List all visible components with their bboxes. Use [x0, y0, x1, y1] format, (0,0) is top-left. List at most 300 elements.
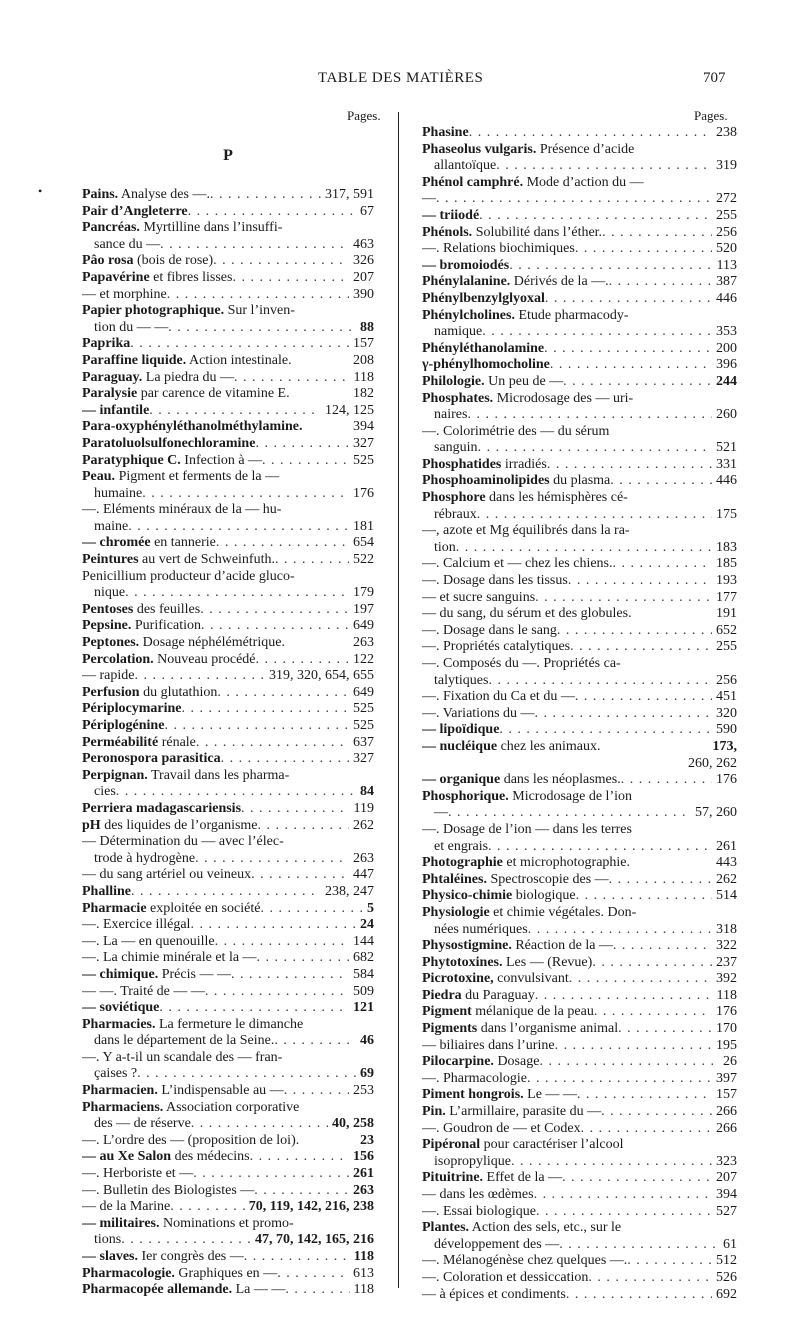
- entry-text: [422, 125, 469, 142]
- entry-description: au vert de Schweinfuth.: [138, 552, 275, 568]
- entry-description: dans le département de la Seine.: [94, 1033, 275, 1049]
- entry-text: [82, 1249, 244, 1266]
- leader-dots: [116, 784, 356, 801]
- entry-description: —. Coloration et dessiccation: [422, 1269, 589, 1285]
- leader-dots: [592, 955, 712, 972]
- entry-text: [422, 971, 569, 988]
- leader-dots: [160, 237, 349, 254]
- entry-description: Le — —: [523, 1087, 577, 1103]
- index-entry: [82, 1166, 374, 1183]
- entry-text: [82, 867, 251, 884]
- entry-description: çaises ?: [94, 1066, 138, 1082]
- leader-dots: [215, 934, 349, 951]
- index-entry: [422, 440, 737, 457]
- entry-term: Peintures: [82, 552, 139, 568]
- entry-term: — organique: [422, 772, 501, 788]
- index-entry: [422, 1154, 737, 1171]
- page-reference: 23: [360, 1132, 374, 1148]
- leader-dots: [170, 1199, 245, 1216]
- entry-text: [82, 735, 196, 752]
- leader-dots: [499, 722, 712, 739]
- index-entry: [422, 274, 737, 291]
- index-entry: [422, 805, 737, 822]
- entry-text: [422, 1270, 588, 1287]
- leader-dots: [295, 569, 374, 586]
- leader-dots: [284, 1083, 349, 1100]
- page-reference: 692: [716, 1286, 737, 1302]
- entry-term: — triiodé: [422, 207, 480, 223]
- entry-text: [82, 1266, 277, 1283]
- leader-dots: [213, 253, 349, 270]
- page-reference: 40, 258: [332, 1116, 374, 1132]
- page-reference: 326: [353, 253, 374, 269]
- index-entry: [82, 1116, 374, 1133]
- entry-text: [82, 801, 241, 818]
- entry-term: — au Xe Salon: [82, 1149, 172, 1165]
- page-reference: 122: [353, 651, 374, 667]
- entry-term: Paprika: [82, 336, 131, 352]
- leader-dots: [285, 1282, 349, 1299]
- page-reference: 237: [716, 954, 737, 970]
- entry-description: —: [422, 191, 436, 207]
- entry-term: Philologie.: [422, 373, 485, 389]
- leader-dots: [149, 403, 321, 420]
- page-reference: 256: [716, 672, 737, 688]
- entry-term: Picrotoxine,: [422, 971, 494, 987]
- leader-dots: [299, 1100, 374, 1117]
- index-entry: [422, 158, 737, 175]
- leader-dots: [255, 436, 349, 453]
- page-reference: 118: [353, 369, 374, 385]
- entry-term: Phasine: [422, 125, 469, 140]
- column-divider: [398, 112, 399, 1288]
- index-entry: [422, 391, 737, 408]
- leader-dots: [469, 125, 712, 142]
- entry-text: [82, 818, 258, 835]
- leader-dots: [539, 1054, 719, 1071]
- index-entry: [82, 1216, 374, 1233]
- entry-term: Penicillium: [82, 568, 147, 584]
- leader-dots: [621, 772, 712, 789]
- leader-dots: [303, 1017, 374, 1034]
- entry-text: [422, 1071, 527, 1088]
- entry-description: —. Dosage dans les tissus: [422, 573, 568, 589]
- index-entry: [422, 639, 737, 656]
- entry-text: [82, 668, 134, 685]
- leader-dots: [275, 552, 349, 569]
- entry-text: [82, 502, 281, 519]
- leader-dots: [528, 922, 712, 939]
- leader-dots: [274, 1033, 356, 1050]
- entry-text: [82, 552, 275, 569]
- index-entry: [422, 1187, 737, 1204]
- page-reference: 323: [716, 1153, 737, 1169]
- index-entry: [422, 291, 737, 308]
- index-entry: [82, 204, 374, 221]
- page-reference: 584: [353, 966, 374, 982]
- leader-dots: [196, 735, 349, 752]
- index-entry: [82, 984, 374, 1001]
- entry-text: [422, 1137, 624, 1154]
- entry-description: Solubilité dans l’éther.: [472, 224, 603, 240]
- section-letter: P: [223, 147, 233, 164]
- entry-description: producteur d’acide gluco-: [146, 568, 295, 584]
- index-entry: [422, 988, 737, 1005]
- index-entry: [422, 971, 737, 988]
- leader-dots: [200, 602, 349, 619]
- page-reference: 263: [353, 635, 374, 651]
- index-entry: [82, 502, 374, 519]
- index-entry: [82, 403, 374, 420]
- entry-description: —. Dosage dans le sang: [422, 622, 557, 638]
- index-entry: [422, 424, 737, 441]
- entry-term: Para-oxyphényléthanolméthylamine.: [82, 419, 303, 435]
- entry-term: — militaires.: [82, 1215, 160, 1231]
- index-entry: [82, 187, 374, 204]
- index-entry: [82, 336, 374, 353]
- leader-dots: [182, 701, 349, 718]
- page-reference: 208: [353, 352, 374, 368]
- entry-term: Pepsine.: [82, 618, 132, 634]
- entry-text: [82, 220, 282, 237]
- entry-description: Réaction de la —: [511, 938, 613, 954]
- entry-term: Phénylbenzylglyoxal: [422, 290, 545, 306]
- entry-description: dans l’organisme animal: [477, 1021, 619, 1037]
- leader-dots: [201, 618, 349, 635]
- page-reference: 649: [353, 618, 374, 634]
- index-entry: [422, 142, 737, 159]
- index-entry: [422, 1287, 737, 1304]
- leader-dots: [137, 1066, 356, 1083]
- entry-text: [422, 1054, 539, 1071]
- left-index-column: [82, 125, 374, 1299]
- index-entry: [82, 917, 374, 934]
- entry-description: Dosage néphélémétrique.: [139, 635, 285, 651]
- leader-dots: [448, 805, 691, 822]
- entry-description: Microdosage des — uri-: [493, 390, 634, 406]
- leader-dots: [282, 220, 374, 237]
- page-reference: 256: [716, 224, 737, 240]
- leader-dots: [221, 751, 349, 768]
- entry-description: des — de réserve: [94, 1116, 191, 1132]
- leader-dots: [479, 208, 712, 225]
- entry-text: [434, 922, 528, 939]
- entry-text: [82, 884, 131, 901]
- entry-description: —. Relations biochimiques: [422, 241, 575, 257]
- index-entry: [422, 1220, 737, 1237]
- entry-description: Dosage: [493, 1054, 540, 1070]
- entry-description: sance du —: [94, 236, 161, 252]
- entry-text: [82, 535, 216, 552]
- entry-text: [82, 1100, 299, 1117]
- entry-description: dans les néoplasmes.: [500, 772, 621, 788]
- entry-description: Mode d’action du —: [523, 174, 644, 190]
- index-entry: [422, 258, 737, 275]
- entry-term: pH: [82, 817, 101, 833]
- index-entry: [422, 490, 737, 507]
- entry-description: nique: [94, 585, 126, 601]
- entry-description: —. La chimie minérale et la —: [82, 950, 257, 966]
- page-reference: 67: [360, 203, 374, 219]
- entry-description: —. Pharmacologie: [422, 1070, 527, 1086]
- entry-text: [422, 1287, 566, 1304]
- entry-description: sanguin: [434, 440, 478, 456]
- page-reference: 118: [353, 1249, 374, 1264]
- index-entry: [82, 436, 374, 453]
- leader-dots: [260, 901, 363, 918]
- page-reference: 24: [360, 917, 374, 933]
- leader-dots: [488, 673, 712, 690]
- page-reference: 447: [353, 867, 374, 883]
- entry-description: isopropylique: [434, 1153, 511, 1169]
- leader-dots: [142, 486, 349, 503]
- index-entry: [422, 1121, 737, 1138]
- entry-term: Pair d’Angleterre: [82, 203, 188, 219]
- entry-term: Perriera madagascariensis: [82, 800, 242, 816]
- entry-text: [422, 258, 509, 275]
- leader-dots: [477, 507, 712, 524]
- entry-text: [422, 689, 575, 706]
- index-entry: [82, 1232, 374, 1249]
- entry-text: [422, 938, 613, 955]
- entry-term: — bromoiodés: [422, 257, 510, 273]
- page-reference: 261: [716, 838, 737, 854]
- page-reference: 520: [716, 241, 737, 257]
- entry-term: Phaseolus vulgaris.: [422, 141, 537, 157]
- index-entry: [82, 303, 374, 320]
- entry-text: [422, 722, 499, 739]
- page-reference: 446: [716, 473, 737, 489]
- leader-dots: [527, 1071, 712, 1088]
- index-entry: [82, 934, 374, 951]
- entry-description: Graphiques en —: [174, 1265, 278, 1281]
- entry-text: [422, 391, 633, 408]
- entry-term: Paratyphique C.: [82, 452, 181, 468]
- page-reference: 157: [353, 336, 374, 352]
- leader-dots: [618, 1021, 712, 1038]
- leader-dots: [601, 1104, 712, 1121]
- entry-term: Pharmacien.: [82, 1083, 158, 1099]
- entry-description: Analyse des —.: [118, 187, 210, 202]
- leader-dots: [281, 502, 374, 519]
- index-entry: [422, 872, 737, 889]
- entry-text: [422, 656, 621, 673]
- entry-text: [422, 374, 563, 391]
- index-entry: [422, 540, 737, 557]
- index-entry: [422, 191, 737, 208]
- page-header: [0, 70, 800, 90]
- entry-description: Effet de la —: [483, 1170, 563, 1186]
- entry-text: [422, 473, 610, 490]
- index-entry: [422, 673, 737, 690]
- entry-description: —. Composés du —. Propriétés ca-: [422, 656, 621, 671]
- leader-dots: [217, 685, 349, 702]
- leader-dots: [576, 888, 712, 905]
- page-reference: 526: [716, 1269, 737, 1285]
- entry-text: [434, 324, 482, 341]
- index-entry: [82, 353, 374, 370]
- entry-term: Phosphates.: [422, 390, 494, 406]
- entry-term: Pains.: [82, 187, 119, 202]
- leader-dots: [562, 1170, 712, 1187]
- entry-text: [82, 950, 257, 967]
- page-reference: 57, 260: [695, 805, 737, 821]
- page-reference: 331: [716, 456, 737, 472]
- page-reference: 318: [716, 921, 737, 937]
- entry-text: [434, 158, 496, 175]
- entry-description: Spectroscopie des —: [486, 871, 609, 887]
- entry-term: Paraguay.: [82, 369, 143, 385]
- leader-dots: [193, 1166, 349, 1183]
- page-reference: 179: [353, 585, 374, 601]
- entry-description: —. Essai biologique: [422, 1203, 536, 1219]
- leader-dots: [628, 490, 737, 507]
- page-reference: 121: [353, 1000, 374, 1016]
- page-reference: 327: [353, 435, 374, 451]
- page-reference: 649: [353, 684, 374, 700]
- index-entry: [82, 735, 374, 752]
- entry-description: exploitée en société: [146, 900, 261, 916]
- entry-description: tion: [434, 539, 456, 555]
- leader-dots: [610, 473, 712, 490]
- index-entry: [422, 241, 737, 258]
- index-entry: [422, 324, 737, 341]
- index-entry: [82, 1050, 374, 1067]
- leader-dots: [609, 424, 737, 441]
- page-reference: 46: [360, 1033, 374, 1049]
- entry-description: du plasma: [549, 473, 611, 489]
- page-reference: 197: [353, 601, 374, 617]
- entry-text: [422, 1121, 581, 1138]
- right-index-column: [422, 125, 737, 1303]
- index-entry: [82, 1066, 374, 1083]
- leader-dots: [613, 556, 713, 573]
- leader-dots: [535, 988, 713, 1005]
- entry-description: allantoïque: [434, 158, 497, 174]
- leader-dots: [190, 917, 356, 934]
- leader-dots: [588, 1270, 712, 1287]
- entry-text: [82, 751, 221, 768]
- entry-description: — Détermination du — avec l’élec-: [82, 834, 284, 850]
- page-reference: 451: [716, 689, 737, 705]
- page-reference: 394: [716, 1187, 737, 1202]
- entry-description: en tannerie: [150, 535, 216, 551]
- page-reference: 69: [360, 1066, 374, 1082]
- entry-description: et chimie végétales. Don-: [489, 904, 637, 920]
- index-entry: [82, 535, 374, 552]
- page-reference: 317, 591: [325, 187, 374, 202]
- entry-text: [422, 988, 535, 1005]
- page-reference: 512: [716, 1253, 737, 1269]
- leader-dots: [289, 768, 374, 785]
- leader-dots: [609, 274, 712, 291]
- entry-description: Action intestinale.: [186, 352, 292, 368]
- entry-term: Phénylalanine.: [422, 274, 511, 290]
- entry-text: [94, 1116, 191, 1133]
- entry-text: [422, 573, 568, 590]
- index-entry: [422, 208, 737, 225]
- entry-text: [82, 436, 255, 453]
- entry-term: Phényléthanolamine: [422, 340, 545, 356]
- entry-description: cies: [94, 784, 116, 800]
- entry-text: [82, 984, 205, 1001]
- leader-dots: [563, 374, 712, 391]
- entry-description: Microdosage de l’ion: [508, 788, 632, 804]
- page-reference: 195: [716, 1037, 737, 1053]
- entry-term: Phénylcholines.: [422, 307, 515, 323]
- entry-term: Paraffine liquide.: [82, 352, 187, 368]
- leader-dots: [496, 158, 712, 175]
- index-entry: [422, 1204, 737, 1221]
- index-entry: [82, 1000, 374, 1017]
- leader-dots: [467, 407, 712, 424]
- entry-text: [82, 1000, 159, 1017]
- index-entry: [82, 552, 374, 569]
- leader-dots: [628, 308, 737, 325]
- entry-description: (bois de rose): [133, 253, 214, 269]
- leader-dots: [285, 635, 349, 652]
- page-reference: 446: [716, 290, 737, 306]
- leader-dots: [534, 1187, 712, 1204]
- entry-text: [422, 1204, 536, 1221]
- index-entry: [422, 357, 737, 374]
- page-reference: 183: [716, 539, 737, 555]
- leader-dots: [535, 706, 712, 723]
- entry-text: [422, 623, 557, 640]
- page-reference: 255: [716, 639, 737, 655]
- index-entry: [422, 1137, 737, 1154]
- leader-dots: [256, 652, 349, 669]
- index-entry: [82, 668, 374, 685]
- index-entry: [82, 618, 374, 635]
- entry-text: [82, 370, 234, 387]
- entry-description: La piedra du —: [142, 369, 235, 385]
- index-entry: [422, 739, 737, 756]
- entry-description: L’armillaire, parasite du —: [445, 1104, 602, 1120]
- entry-description: Infection à —: [180, 452, 263, 468]
- entry-text: [94, 1232, 121, 1249]
- page-reference: 5: [367, 900, 374, 916]
- page-reference: 191: [716, 606, 737, 622]
- entry-text: [422, 706, 535, 723]
- leader-dots: [568, 573, 712, 590]
- entry-description: —. Herboriste et —: [82, 1166, 194, 1182]
- entry-text: [82, 1050, 282, 1067]
- page-reference: 88: [360, 319, 374, 335]
- entry-text: [422, 291, 545, 308]
- entry-term: Papier photographique.: [82, 303, 225, 319]
- entry-description: —. Goudron de — et Codex: [422, 1120, 581, 1136]
- leader-dots: [581, 1121, 712, 1138]
- page-reference: 176: [716, 772, 737, 788]
- entry-description: maine: [94, 518, 129, 534]
- entry-text: [422, 606, 632, 623]
- index-entry: [82, 851, 374, 868]
- index-entry: [422, 855, 737, 872]
- index-entry: [82, 867, 374, 884]
- entry-text: [82, 602, 200, 619]
- entry-description: tion du — —: [94, 319, 169, 335]
- entry-term: Phytotoxines.: [422, 954, 503, 970]
- leader-dots: [621, 1220, 737, 1237]
- entry-description: trode à hydrogène: [94, 850, 196, 866]
- page-reference: 70, 119, 142, 216, 238: [248, 1199, 374, 1215]
- entry-term: Périplogénine: [82, 718, 165, 733]
- entry-description: Nominations et promo-: [159, 1215, 294, 1231]
- index-entry: [422, 955, 737, 972]
- entry-description: Travail dans les pharma-: [147, 767, 290, 783]
- entry-description: — du sang artériel ou veineux: [82, 867, 252, 883]
